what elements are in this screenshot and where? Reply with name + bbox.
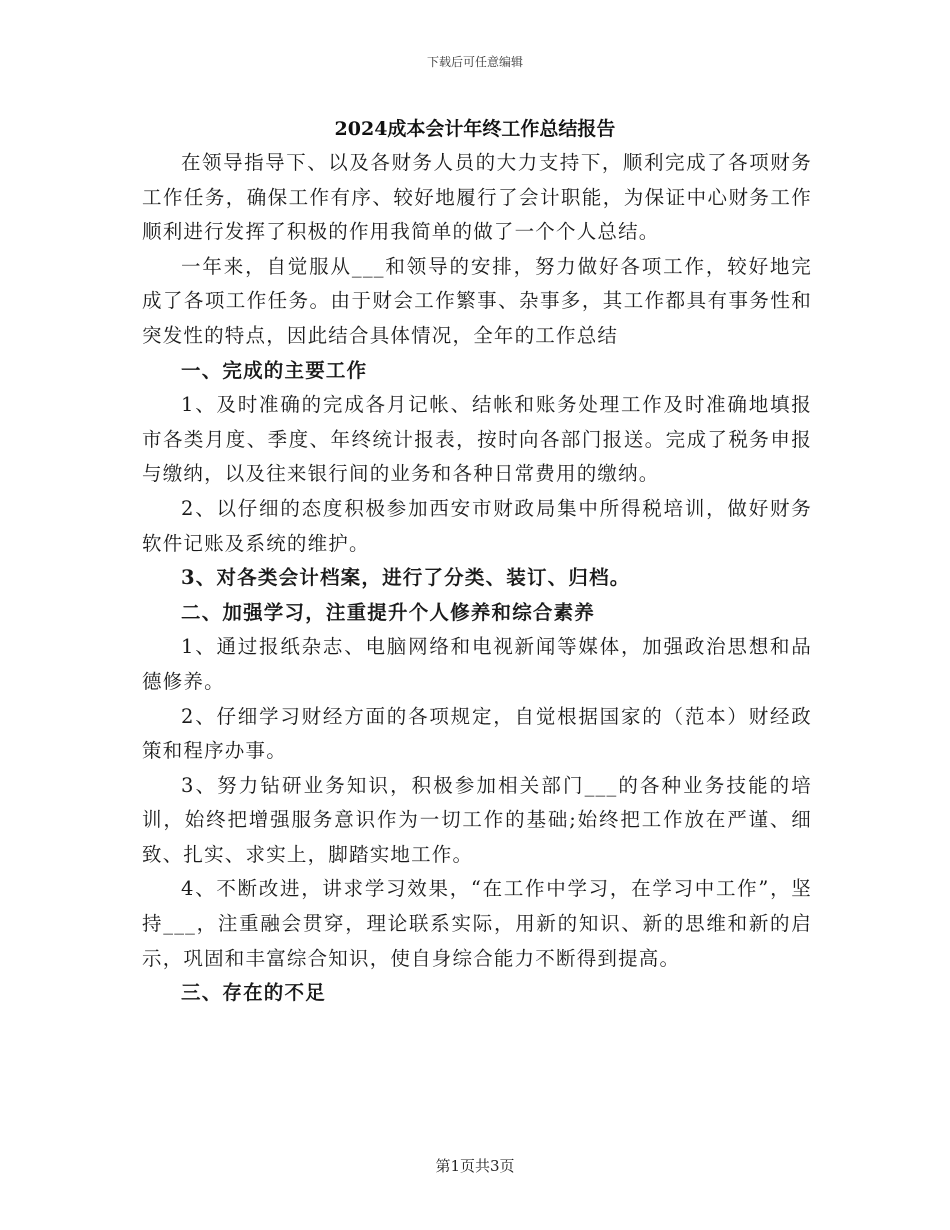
- document-title: 2024成本会计年终工作总结报告: [334, 118, 616, 140]
- page-number: 第1页共3页: [435, 1157, 515, 1175]
- paragraph: 2、仔细学习财经方面的各项规定，自觉根据国家的（范本）财经政策和程序办事。: [142, 704, 812, 763]
- section-heading: 三、存在的不足: [181, 981, 326, 1005]
- paragraph: 3、努力钻研业务知识，积极参加相关部门___的各种业务技能的培训，始终把增强服务意识作为一切工作的基础;始终把工作放在严谨、细致、扎实、求实上，脚踏实地工作。: [142, 773, 812, 866]
- paragraph: 在领导指导下、以及各财务人员的大力支持下，顺利完成了各项财务工作任务，确保工作有序、较好地履行了会计职能，为保证中心财务工作顺利进行发挥了积极的作用我简单的做了一个个人总结。: [142, 151, 812, 244]
- bold-paragraph: 3、对各类会计档案，进行了分类、装订、归档。: [181, 566, 631, 590]
- document-body: [142, 146, 812, 1011]
- paragraph: 1、及时准确的完成各月记帐、结帐和账务处理工作及时准确地填报市各类月度、季度、年终统计报表，按时向各部门报送。完成了税务申报与缴纳，以及往来银行间的业务和各种日常费用的缴纳。: [142, 393, 812, 486]
- paragraph: 4、不断改进，讲求学习效果，“在工作中学习，在学习中工作”，坚持___，注重融会贯穿，理论联系实际，用新的知识、新的思维和新的启示，巩固和丰富综合知识，使自身综合能力不断得到提高。: [142, 877, 812, 970]
- section-heading: 二、加强学习，注重提升个人修养和综合素养: [181, 600, 596, 624]
- paragraph: 2、以仔细的态度积极参加西安市财政局集中所得税培训，做好财务软件记账及系统的维护。: [142, 496, 812, 555]
- paragraph: 1、通过报纸杂志、电脑网络和电视新闻等媒体，加强政治思想和品德修养。: [142, 635, 812, 693]
- header-note: 下载后可任意编辑: [426, 55, 523, 69]
- section-heading: 一、完成的主要工作: [181, 358, 368, 382]
- paragraph: 一年来，自觉服从___和领导的安排，努力做好各项工作，较好地完成了各项工作任务。由于财会工作繁事、杂事多，其工作都具有事务性和突发性的特点，因此结合具体情况，全年的工作总结: [142, 254, 812, 347]
